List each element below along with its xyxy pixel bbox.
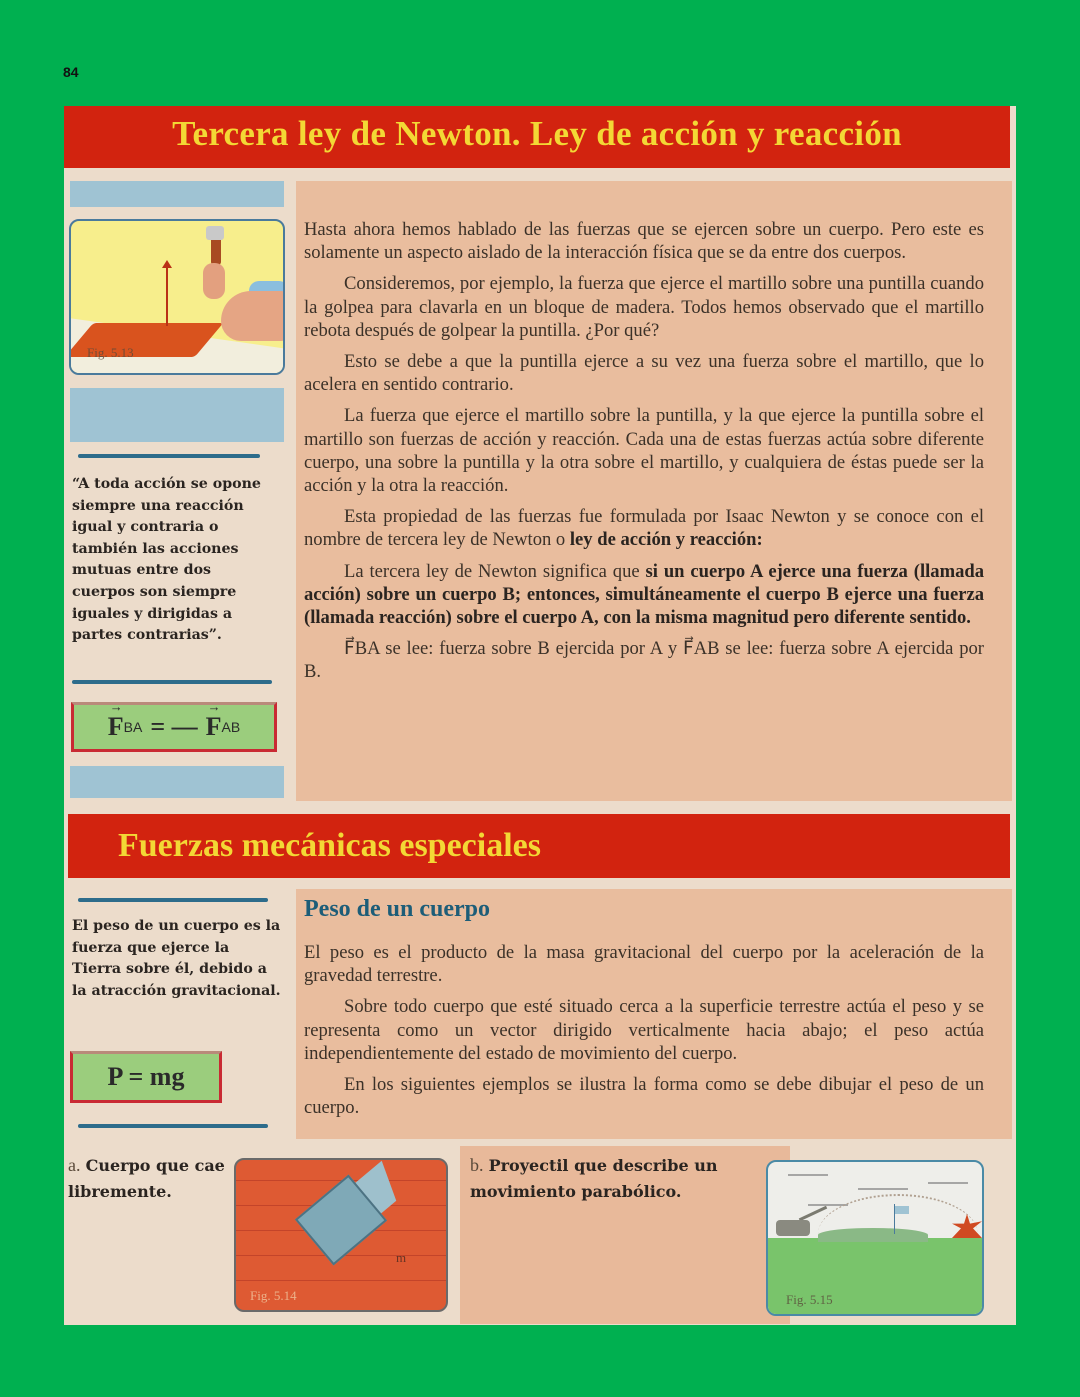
- vector-symbol: F⃗BA: [344, 638, 380, 660]
- vector-symbol: → F: [108, 712, 124, 742]
- formula-operator: = —: [150, 712, 198, 741]
- figure-label: Fig. 5.14: [250, 1288, 297, 1303]
- section1-body: [304, 218, 984, 692]
- text-run: Esta propiedad de las fuerzas fue formulada por Isaac Newton y se conoce con el nombre de tercera ley de Newton o: [304, 506, 984, 551]
- brick-line: [236, 1280, 446, 1281]
- cloud-stroke: [858, 1188, 908, 1190]
- text-run: :: [756, 529, 763, 551]
- figure-projectile: [766, 1160, 984, 1316]
- text-run: La tercera ley de Newton significa que: [344, 560, 646, 582]
- formula-weight: P = mg: [70, 1051, 222, 1103]
- example-letter: a.: [68, 1155, 81, 1175]
- cloud-stroke: [788, 1174, 828, 1176]
- example-b-caption: [470, 1152, 770, 1205]
- section2-body: [304, 941, 984, 1127]
- tank-shape: [776, 1220, 810, 1236]
- divider-rule: [78, 454, 260, 458]
- text-run: se lee: fuerza sobre B ejercida por A y: [379, 638, 683, 660]
- paragraph: Consideremos, por ejemplo, la fuerza que ejerce el martillo sobre una puntilla cuando la golpea para clavarla en un bloque de madera. Todos hemos observado que el martillo rebota después de golpear la puntilla. ¿Por qué?: [304, 273, 984, 341]
- divider-rule: [78, 898, 268, 902]
- hand-shape: [203, 263, 225, 299]
- vector-subscript: BA: [123, 719, 143, 735]
- figure-label: Fig. 5.15: [786, 1292, 833, 1307]
- example-text: Proyectil que describe un movimiento parabólico.: [470, 1156, 718, 1201]
- hills-shape: [818, 1228, 928, 1242]
- subheading-weight: Peso de un cuerpo: [304, 896, 490, 922]
- force-arrow-icon: [166, 266, 168, 326]
- sidebar-weight-definition: El peso de un cuerpo es la fuerza que ejerce la Tierra sobre él, debido a la atracción gravitacional.: [72, 918, 281, 999]
- formula-action-reaction: [71, 702, 277, 752]
- vector-symbol: F⃗AB: [683, 638, 720, 660]
- section-title-mechanical-forces: Fuerzas mecánicas especiales: [68, 814, 1010, 878]
- bold-statement: si un cuerpo A ejerce una fuerza (llamada acción) sobre un cuerpo B; entonces, simultáneamente el cuerpo B ejerce una fuerza (llamada reacción) sobre el cuerpo A, con la misma magnitud pero diferente sentido.: [304, 560, 985, 629]
- hammer-head-shape: [206, 226, 224, 240]
- paragraph-newton-law: [304, 505, 984, 551]
- arm-shape: [221, 291, 285, 341]
- section-title-third-law: Tercera ley de Newton. Ley de acción y reacción: [64, 106, 1010, 168]
- sidebar-newton-quote: “A toda acción se opone siempre una reacción igual y contraria o también las acciones mutuas entre dos cuerpos son siempre iguales y dirigidas a partes contrarias”.: [72, 476, 261, 644]
- paragraph: Esto se debe a que la puntilla ejerce a su vez una fuerza sobre el martillo, que lo acelera en sentido contrario.: [304, 351, 984, 396]
- divider-rule: [78, 1124, 268, 1128]
- page-number: 84: [63, 64, 79, 80]
- figure-label: Fig. 5.13: [87, 345, 134, 360]
- textbook-page: [64, 106, 1016, 1325]
- flag-shape: [895, 1206, 909, 1214]
- text-run: se lee: fuerza sobre A ejercida por B.: [304, 638, 984, 683]
- paragraph: Sobre todo cuerpo que esté situado cerca a la superficie terrestre actúa el peso y se representa como un vector dirigido verticalmente hacia abajo; el peso actúa independientemente del estado de movimiento del cuerpo.: [304, 996, 984, 1064]
- divider-rule: [72, 680, 272, 684]
- paragraph-law-statement: [304, 560, 984, 630]
- sidebar-decor-bar: [70, 181, 284, 207]
- example-text: Cuerpo que cae libremente.: [68, 1156, 225, 1201]
- paragraph: En los siguientes ejemplos se ilustra la forma como se debe dibujar el peso de un cuerpo.: [304, 1074, 984, 1119]
- mass-label: m: [396, 1250, 407, 1265]
- cloud-stroke: [928, 1182, 968, 1184]
- vector-subscript: AB: [221, 719, 241, 735]
- paragraph: El peso es el producto de la masa gravitacional del cuerpo por la aceleración de la gravedad terrestre.: [304, 942, 984, 987]
- bold-term: ley de acción y reacción: [569, 529, 757, 551]
- paragraph: Hasta ahora hemos hablado de las fuerzas que se ejercen sobre un cuerpo. Pero este es solamente un aspecto aislado de la interacción física que se da entre dos cuerpos.: [304, 219, 984, 264]
- sidebar-decor-bar: [70, 388, 284, 442]
- paragraph-notation: [304, 637, 984, 683]
- paragraph: La fuerza que ejerce el martillo sobre la puntilla, y la que ejerce la puntilla sobre el martillo son fuerzas de acción y reacción. Cada una de estas fuerzas actúa sobre diferente cuerpo, una sobre la puntilla y la otra sobre el martillo, y cualquiera de éstas puede ser la acción y la otra la reacción.: [304, 405, 984, 497]
- example-a-caption: [68, 1152, 228, 1205]
- example-letter: b.: [470, 1155, 484, 1175]
- figure-falling-body: [234, 1158, 448, 1312]
- vector-symbol: → F: [206, 712, 222, 742]
- figure-hammer-nail: [69, 219, 285, 375]
- sidebar-decor-bar: [70, 766, 284, 798]
